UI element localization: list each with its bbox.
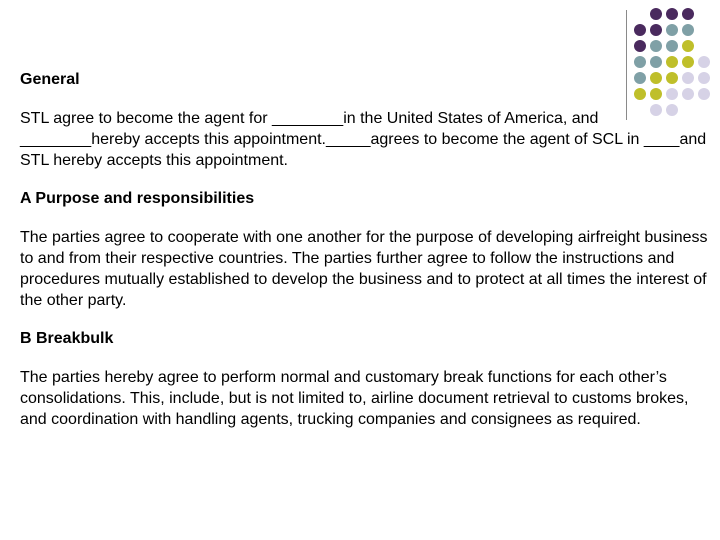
heading-section-a: A Purpose and responsibilities (20, 190, 255, 207)
heading-general: General (20, 71, 80, 88)
decorative-dot (634, 56, 646, 68)
paragraph-section-a: The parties agree to cooperate with one another for the purpose of developing airfreight business to and from their respective countries. The parties further agree to follow the instructions and procedures mutually established to develop the business and to protect at all times the interest of the other party. (20, 229, 708, 309)
decorative-dot (650, 8, 662, 20)
document-body (20, 69, 710, 430)
decorative-dot (682, 8, 694, 20)
paragraph-section-b: The parties hereby agree to perform normal and customary break functions for each other’s consolidations. This, include, but is not limited to, airline document retrieval to customs brokes, and coordination with handling agents, trucking companies and consignees as required. (20, 369, 689, 428)
decorative-dot (698, 56, 710, 68)
decorative-dot (650, 24, 662, 36)
decorative-dot (666, 56, 678, 68)
decorative-dot (650, 56, 662, 68)
decorative-dot (666, 40, 678, 52)
paragraph-general: STL agree to become the agent for ________in the United States of America, and ________hereby accepts this appointment._____agrees to become the agent of SCL in ____and STL hereby accepts this appointment. (20, 110, 707, 169)
decorative-dot (634, 24, 646, 36)
decorative-dot (666, 24, 678, 36)
decorative-dot (666, 8, 678, 20)
heading-section-b: B Breakbulk (20, 330, 114, 347)
decorative-dot (682, 40, 694, 52)
decorative-dot (650, 40, 662, 52)
decorative-dot (682, 24, 694, 36)
decorative-dot (634, 40, 646, 52)
decorative-dot (682, 56, 694, 68)
